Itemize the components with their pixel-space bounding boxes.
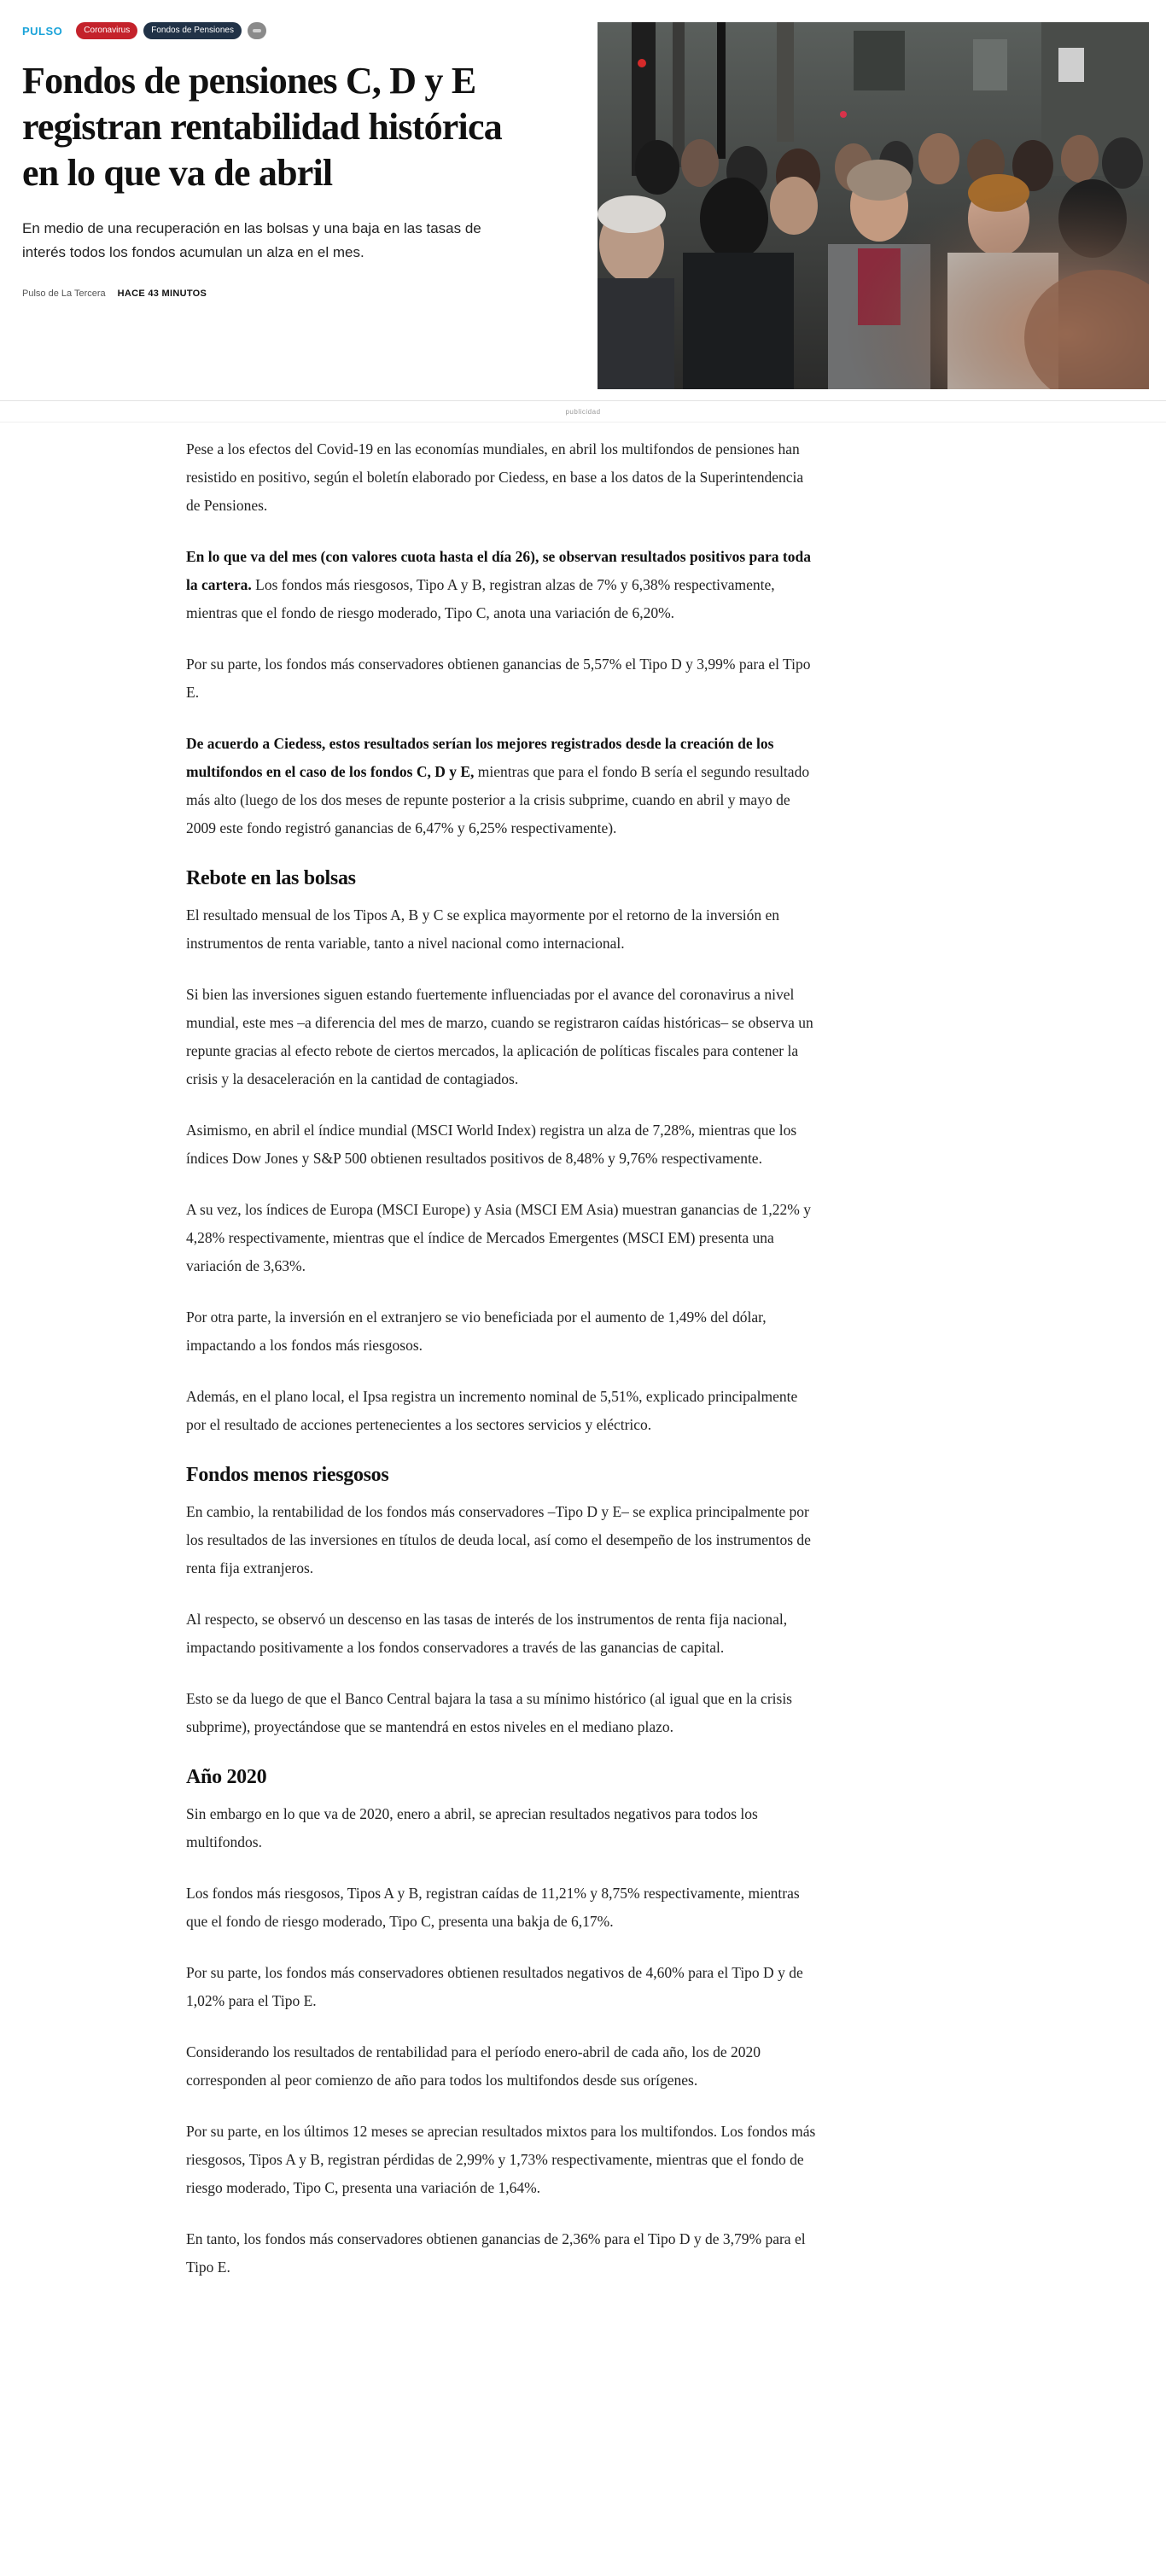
tag-fondos-de-pensiones[interactable]: Fondos de Pensiones bbox=[143, 22, 242, 39]
ad-divider bbox=[0, 422, 1166, 423]
paragraph: Sin embargo en lo que va de 2020, enero a abril, se aprecian resultados negativos para todos los multifondos. bbox=[186, 1805, 758, 1850]
author-link[interactable]: Pulso de La Tercera bbox=[22, 288, 106, 299]
page-title: Fondos de pensiones C, D y E registran rentabilidad histórica en lo que va de abril bbox=[22, 60, 502, 194]
subheading-rebote: Rebote en las bolsas bbox=[186, 867, 356, 889]
paragraph: Los fondos más riesgosos, Tipos A y B, registran caídas de 11,21% y 8,75% respectivamente, mientras que el fondo de riesgo moderado, Tipo C, presenta una bakja de 6,17%. bbox=[186, 1885, 800, 1930]
tag-coronavirus[interactable]: Coronavirus bbox=[76, 22, 137, 39]
paragraph: En tanto, los fondos más conservadores obtienen ganancias de 2,36% para el Tipo D y de 3,79% para el Tipo E. bbox=[186, 2230, 806, 2276]
publish-time: HACE 43 MINUTOS bbox=[117, 288, 207, 299]
ellipsis-icon[interactable] bbox=[248, 22, 266, 39]
paragraph-text: mientras que para el fondo B sería el segundo resultado más alto (luego de los dos meses de repunte posterior a la crisis subprime, cuando en abril y mayo de 2009 este fondo registró ganancias de 6,47% y 6,25% respectivamente). bbox=[186, 763, 810, 836]
paragraph: En cambio, la rentabilidad de los fondos más conservadores –Tipo D y E– se explica principalmente por los resultados de las inversiones en títulos de deuda local, así como el desempeño de los instrumentos de renta fija extranjeros. bbox=[186, 1503, 811, 1576]
article-body bbox=[186, 435, 818, 2305]
hero-text bbox=[22, 22, 551, 299]
paragraph: A su vez, los índices de Europa (MSCI Europe) y Asia (MSCI EM Asia) muestran ganancias de 1,22% y 4,28% respectivamente, mientras que el índice de Mercados Emergentes (MSCI EM) presenta una variación de 3,63%. bbox=[186, 1201, 811, 1274]
article-hero bbox=[0, 0, 1166, 401]
paragraph bbox=[186, 543, 818, 627]
article-lead: En medio de una recuperación en las bolsas y una baja en las tasas de interés todos los fondos acumulan un alza en el mes. bbox=[22, 220, 481, 260]
paragraph: El resultado mensual de los Tipos A, B y C se explica mayormente por el retorno de la inversión en instrumentos de renta variable, tanto a nivel nacional como internacional. bbox=[186, 906, 780, 952]
paragraph: Por su parte, los fondos más conservadores obtienen ganancias de 5,57% el Tipo D y 3,99% para el Tipo E. bbox=[186, 656, 811, 701]
paragraph bbox=[186, 730, 818, 842]
section-link-pulso[interactable]: PULSO bbox=[22, 24, 63, 38]
subheading-fondos-menos-riesgosos: Fondos menos riesgosos bbox=[186, 1464, 389, 1486]
crowd-photo-illustration bbox=[598, 22, 1149, 389]
tag-bar bbox=[22, 22, 551, 39]
paragraph: Considerando los resultados de rentabilidad para el período enero-abril de cada año, los de 2020 corresponden al peor comienzo de año para todos los multifondos desde sus orígenes. bbox=[186, 2043, 761, 2089]
paragraph: Pese a los efectos del Covid-19 en las economías mundiales, en abril los multifondos de pensiones han resistido en positivo, según el boletín elaborado por Ciedess, en base a los datos de la Superintendencia de Pensiones. bbox=[186, 440, 804, 514]
paragraph: Al respecto, se observó un descenso en las tasas de interés de los instrumentos de renta fija nacional, impactando positivamente a los fondos conservadores a través de las ganancias de capital. bbox=[186, 1611, 788, 1656]
paragraph: Por su parte, en los últimos 12 meses se aprecian resultados mixtos para los multifondos. Los fondos más riesgosos, Tipos A y B, registran pérdidas de 2,99% y 1,73% respectivamente, mientras que el fondo de riesgo moderado, Tipo C, presenta una variación de 1,64%. bbox=[186, 2123, 816, 2196]
paragraph: Por otra parte, la inversión en el extranjero se vio beneficiada por el aumento de 1,49% del dólar, impactando a los fondos más riesgosos. bbox=[186, 1308, 767, 1354]
byline bbox=[22, 288, 551, 299]
paragraph-text: Los fondos más riesgosos, Tipo A y B, registran alzas de 7% y 6,38% respectivamente, mientras que el fondo de riesgo moderado, Tipo C, anota una variación de 6,20%. bbox=[186, 576, 775, 621]
paragraph: Esto se da luego de que el Banco Central bajara la tasa a su mínimo histórico (al igual que en la crisis subprime), proyectándose que se mantendrá en estos niveles en el mediano plazo. bbox=[186, 1690, 792, 1735]
paragraph-highlight: En lo que va del mes (con valores cuota hasta el día 26), se observan resultados positivos para toda la cartera. bbox=[186, 548, 811, 593]
hero-photo bbox=[598, 22, 1149, 389]
paragraph: Además, en el plano local, el Ipsa registra un incremento nominal de 5,51%, explicado principalmente por el resultado de acciones pertenecientes a los sectores servicios y eléctrico. bbox=[186, 1388, 798, 1433]
paragraph: Si bien las inversiones siguen estando fuertemente influenciadas por el avance del coronavirus a nivel mundial, este mes –a diferencia del mes de marzo, cuando se registraron caídas históricas– se observa un repunte gracias al efecto rebote de ciertos mercados, la aplicación de políticas fiscales para contener la crisis y la desaceleración en la cantidad de contagiados. bbox=[186, 986, 813, 1087]
paragraph: Por su parte, los fondos más conservadores obtienen resultados negativos de 4,60% para el Tipo D y de 1,02% para el Tipo E. bbox=[186, 1964, 803, 2009]
ad-label: publicidad bbox=[565, 408, 601, 416]
paragraph: Asimismo, en abril el índice mundial (MSCI World Index) registra un alza de 7,28%, mientras que los índices Dow Jones y S&P 500 obtienen resultados positivos de 8,48% y 9,76% respectivamente. bbox=[186, 1122, 797, 1167]
subheading-ano-2020: Año 2020 bbox=[186, 1766, 267, 1788]
paragraph-highlight: De acuerdo a Ciedess, estos resultados serían los mejores registrados desde la creación de los multifondos en el caso de los fondos C, D y E, bbox=[186, 735, 774, 780]
